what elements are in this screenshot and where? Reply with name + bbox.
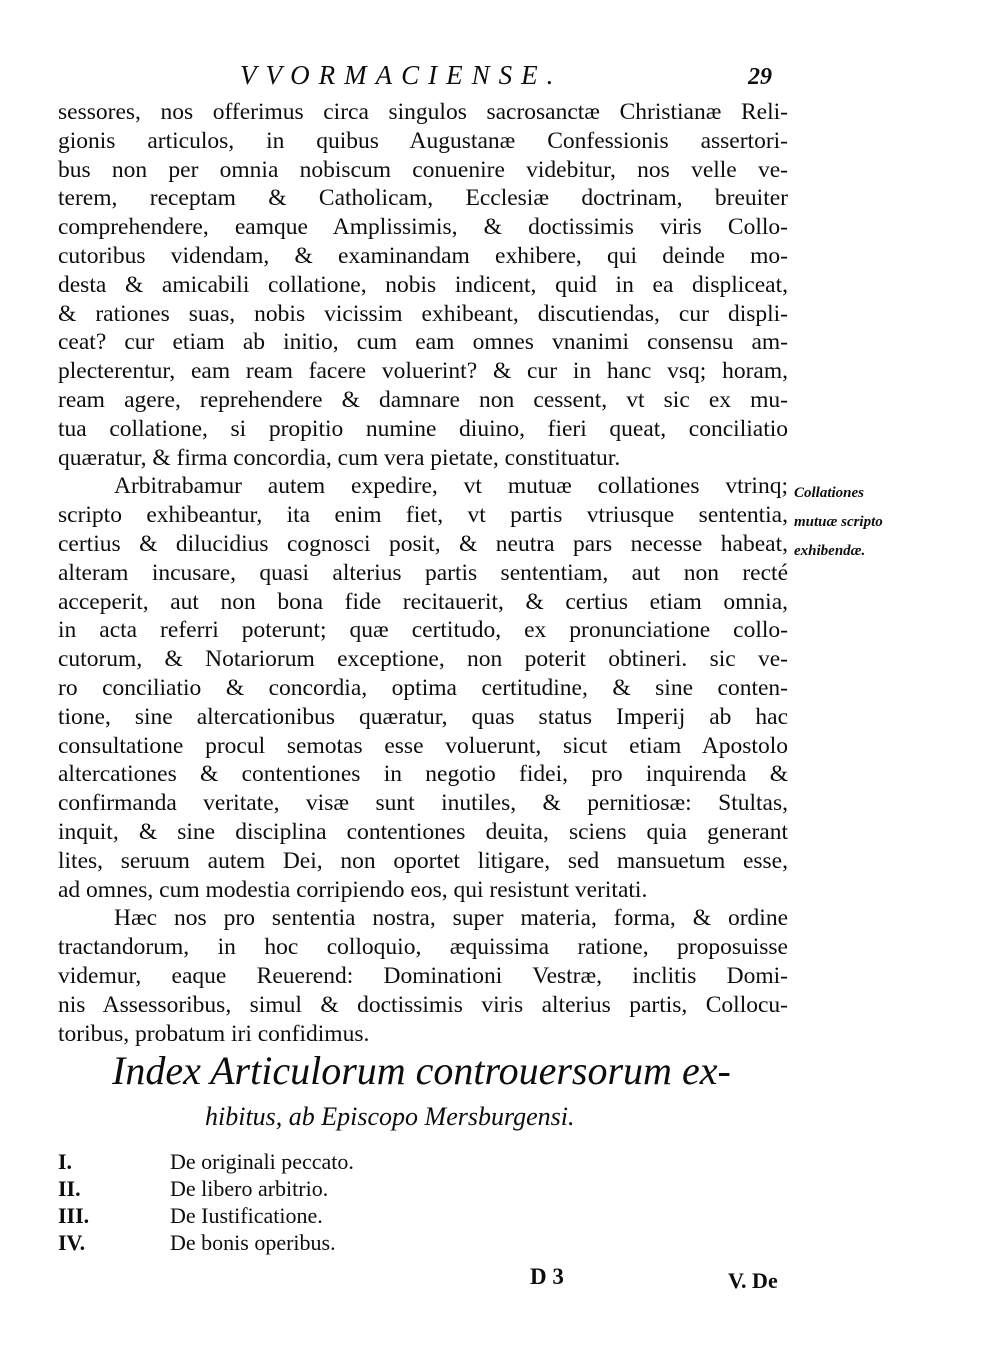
text-line: terem, receptam & Catholicam, Ecclesiæ doctrinam, breuiter	[58, 185, 788, 212]
text-line: scripto exhibeantur, ita enim fiet, vt partis vtriusque sententia,	[58, 502, 788, 529]
article-number: I.	[58, 1149, 73, 1174]
text-line: videmur, eaque Reuerend: Dominationi Vestræ, inclitis Domi-	[58, 962, 788, 989]
article-title: De Iustificatione.	[170, 1203, 323, 1228]
article-title: De originali peccato.	[170, 1149, 354, 1174]
text-line: desta & amicabili collatione, nobis indicent, quid in ea displiceat,	[58, 271, 788, 298]
text-line: confirmanda veritate, visæ sunt inutiles, & pernitiosæ: Stultas,	[58, 790, 788, 817]
text-line: plecterentur, eam ream facere voluerint? & cur in hanc vsq; horam,	[58, 358, 788, 385]
text-line: nis Assessoribus, simul & doctissimis viris alterius partis, Collocu-	[58, 991, 788, 1018]
text-line: toribus, probatum iri confidimus.	[58, 1020, 370, 1047]
text-line: cutoribus videndam, & examinandam exhibere, qui deinde mo-	[58, 242, 788, 269]
page-number: 29	[748, 64, 772, 90]
text-line: Arbitrabamur autem expedire, vt mutuæ collationes vtrinq;	[114, 473, 788, 500]
marginal-note-line: exhibendæ.	[794, 542, 866, 559]
body-text	[58, 98, 788, 1048]
text-line: sessores, nos offerimus circa singulos sacrosanctæ Christianæ Reli-	[58, 99, 788, 125]
article-title: De bonis operibus.	[170, 1230, 336, 1255]
article-number: II.	[58, 1176, 81, 1201]
signature-mark: D 3	[530, 1264, 564, 1289]
text-line: & rationes suas, nobis vicissim exhibeant, discutiendas, cur displi-	[58, 300, 788, 327]
text-line: acceperit, aut non bona fide recitauerit, & certius etiam omnia,	[58, 588, 788, 615]
text-line: bus non per omnia nobiscum conuenire videbitur, nos velle ve-	[58, 156, 788, 183]
article-item	[58, 1202, 658, 1229]
article-item	[58, 1175, 658, 1202]
paragraph-2	[58, 472, 788, 904]
text-line: alteram incusare, quasi alterius partis sententiam, aut non recté	[58, 559, 788, 586]
article-number: III.	[58, 1203, 90, 1228]
text-line: Hæc nos pro sententia nostra, super materia, forma, & ordine	[114, 905, 788, 932]
article-item	[58, 1229, 658, 1256]
paragraph-3	[58, 904, 788, 1048]
text-line: tua collatione, si propitio numine diuino, fieri queat, conciliatio	[58, 415, 788, 442]
index-subheading: hibitus, ab Episcopo Mersburgensi.	[205, 1102, 575, 1131]
index-heading: Index Articulorum controuersorum ex-	[112, 1048, 731, 1093]
text-line: consultatione procul semotas esse voluerunt, sicut etiam Apostolo	[58, 732, 788, 759]
text-line: gionis articulos, in quibus Augustanæ Confessionis assertori-	[58, 127, 788, 154]
marginal-note-line: Collationes	[794, 485, 865, 501]
text-line: tione, sine altercationibus quæratur, quas status Imperij ab hac	[58, 703, 788, 730]
running-head: VVORMACIENSE.	[240, 60, 563, 90]
paragraph-1	[58, 98, 788, 472]
text-line: quæratur, & firma concordia, cum vera pietate, constituatur.	[58, 444, 621, 471]
article-item	[58, 1148, 658, 1175]
text-line: certius & dilucidius cognosci posit, & neutra pars necesse habeat,	[58, 530, 788, 557]
article-list	[58, 1148, 658, 1256]
text-line: tractandorum, in hoc colloquio, æquissima ratione, proposuisse	[58, 934, 788, 961]
text-line: ream agere, reprehendere & damnare non cessent, vt sic ex mu-	[58, 386, 788, 413]
text-line: altercationes & contentiones in negotio fidei, pro inquirenda &	[58, 761, 788, 788]
text-line: lites, seruum autem Dei, non oportet litigare, sed mansuetum esse,	[58, 847, 788, 874]
article-number: IV.	[58, 1230, 86, 1255]
text-line: ro conciliatio & concordia, optima certitudine, & sine conten-	[58, 674, 788, 701]
text-line: in acta referri poterunt; quæ certitudo, ex pronunciatione collo-	[58, 617, 788, 644]
text-line: cutorum, & Notariorum exceptione, non poterit obtineri. sic ve-	[58, 646, 788, 673]
article-title: De libero arbitrio.	[170, 1176, 329, 1201]
text-line: comprehendere, eamque Amplissimis, & doctissimis viris Collo-	[58, 214, 788, 241]
text-line: ceat? cur etiam ab initio, cum eam omnes vnanimi consensu am-	[58, 329, 788, 356]
catchword: V. De	[728, 1268, 778, 1293]
text-line: inquit, & sine disciplina contentiones deuita, sciens quia generant	[58, 818, 788, 845]
marginal-note-line: mutuæ scripto	[794, 513, 883, 530]
marginal-note	[794, 479, 984, 565]
text-line: ad omnes, cum modestia corripiendo eos, qui resistunt veritati.	[58, 876, 648, 903]
